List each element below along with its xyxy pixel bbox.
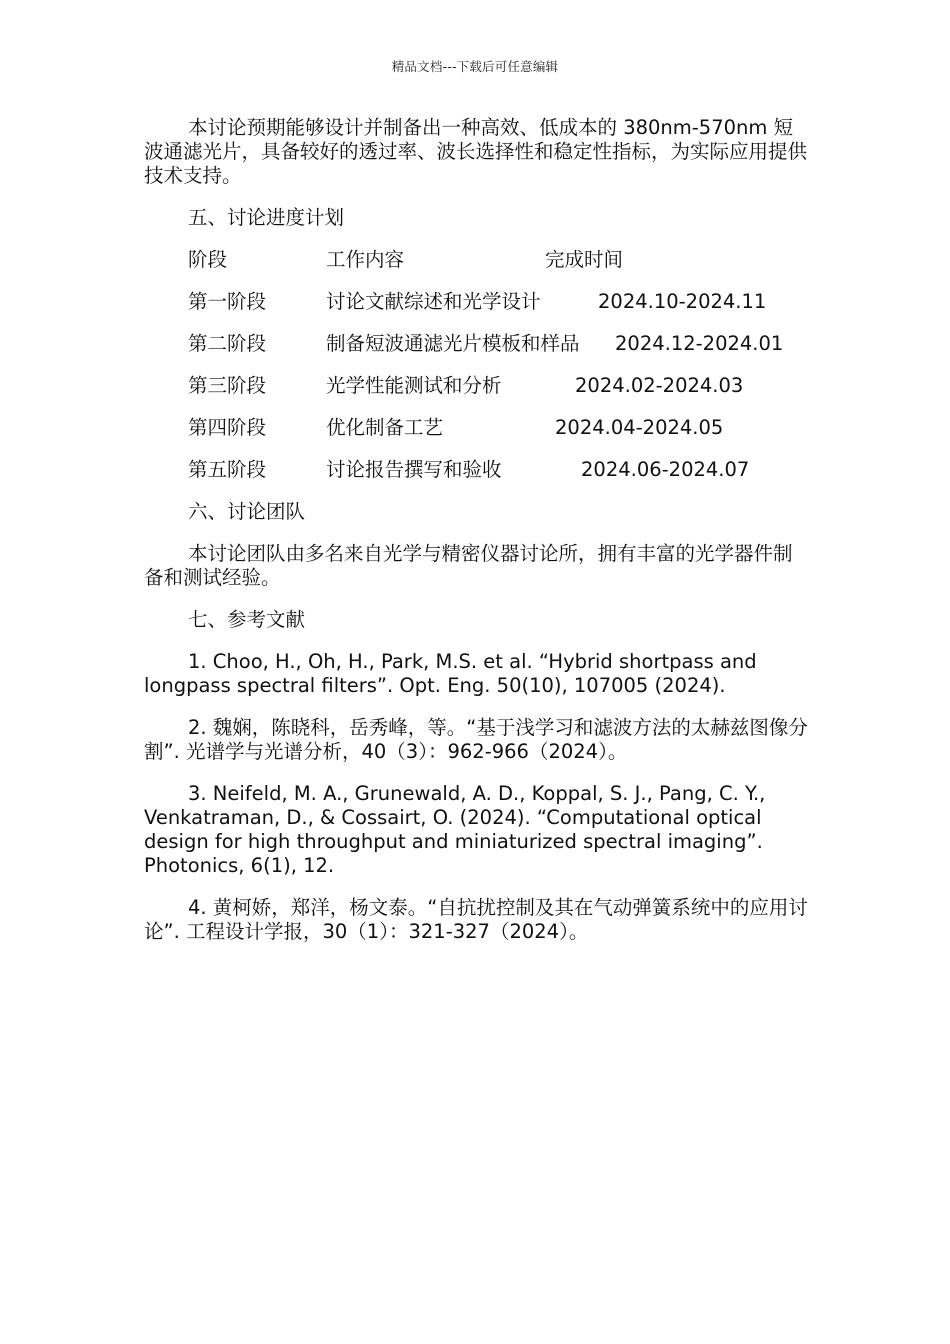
schedule-content: 制备短波通滤光片模板和样品 bbox=[326, 332, 580, 355]
schedule-stage: 第四阶段 bbox=[188, 416, 267, 439]
team-paragraph: 本讨论团队由多名来自光学与精密仪器讨论所，拥有丰富的光学器件制备和测试经验。 bbox=[144, 542, 793, 589]
schedule-time: 2024.02-2024.03 bbox=[575, 374, 744, 397]
schedule-time: 2024.06-2024.07 bbox=[581, 458, 750, 481]
schedule-time: 2024.04-2024.05 bbox=[555, 416, 724, 439]
schedule-row bbox=[144, 416, 809, 440]
reference-item: 1. Choo, H., Oh, H., Park, M.S. et al. “Hybrid shortpass and longpass spectral filters”. Opt. Eng. 50(10), 107005 (2024). bbox=[144, 650, 757, 697]
schedule-content: 讨论报告撰写和验收 bbox=[326, 458, 502, 481]
schedule-stage: 第一阶段 bbox=[188, 290, 267, 313]
schedule-header-stage: 阶段 bbox=[188, 248, 228, 271]
schedule-content: 优化制备工艺 bbox=[326, 416, 444, 439]
schedule-content: 讨论文献综述和光学设计 bbox=[326, 290, 541, 313]
schedule-stage: 第五阶段 bbox=[188, 458, 267, 481]
schedule-stage: 第二阶段 bbox=[188, 332, 267, 355]
section-6-title: 六、讨论团队 bbox=[188, 500, 306, 523]
schedule-header-content: 工作内容 bbox=[326, 248, 405, 271]
schedule-stage: 第三阶段 bbox=[188, 374, 267, 397]
reference-item: 4. 黄柯娇，郑洋，杨文泰。“自抗扰控制及其在气动弹簧系统中的应用讨论”. 工程设计学报，30（1）：321-327（2024）。 bbox=[144, 896, 808, 943]
reference-item: 3. Neifeld, M. A., Grunewald, A. D., Koppal, S. J., Pang, C. Y., Venkatraman, D., & Cossairt, O. (2024). “Computational optical design for high throughput and miniaturized spectral imaging”. Photonics, 6(1), 12. bbox=[144, 782, 766, 877]
schedule-row bbox=[144, 458, 809, 482]
intro-paragraph: 本讨论预期能够设计并制备出一种高效、低成本的 380nm-570nm 短波通滤光片，具备较好的透过率、波长选择性和稳定性指标，为实际应用提供技术支持。 bbox=[144, 116, 808, 187]
schedule-content: 光学性能测试和分析 bbox=[326, 374, 502, 397]
schedule-row bbox=[144, 290, 809, 314]
page-header: 精品文档---下载后可任意编辑 bbox=[391, 59, 559, 74]
schedule-time: 2024.12-2024.01 bbox=[615, 332, 784, 355]
schedule-header-row bbox=[144, 248, 809, 272]
reference-item: 2. 魏娴，陈晓科，岳秀峰，等。“基于浅学习和滤波方法的太赫兹图像分割”. 光谱学与光谱分析，40（3）：962-966（2024）。 bbox=[144, 716, 808, 763]
section-7-title: 七、参考文献 bbox=[188, 608, 306, 631]
schedule-time: 2024.10-2024.11 bbox=[598, 290, 767, 313]
schedule-row bbox=[144, 332, 809, 356]
schedule-header-time: 完成时间 bbox=[545, 248, 624, 271]
section-5-title: 五、讨论进度计划 bbox=[188, 206, 345, 229]
schedule-row bbox=[144, 374, 809, 398]
document-body bbox=[144, 116, 809, 962]
